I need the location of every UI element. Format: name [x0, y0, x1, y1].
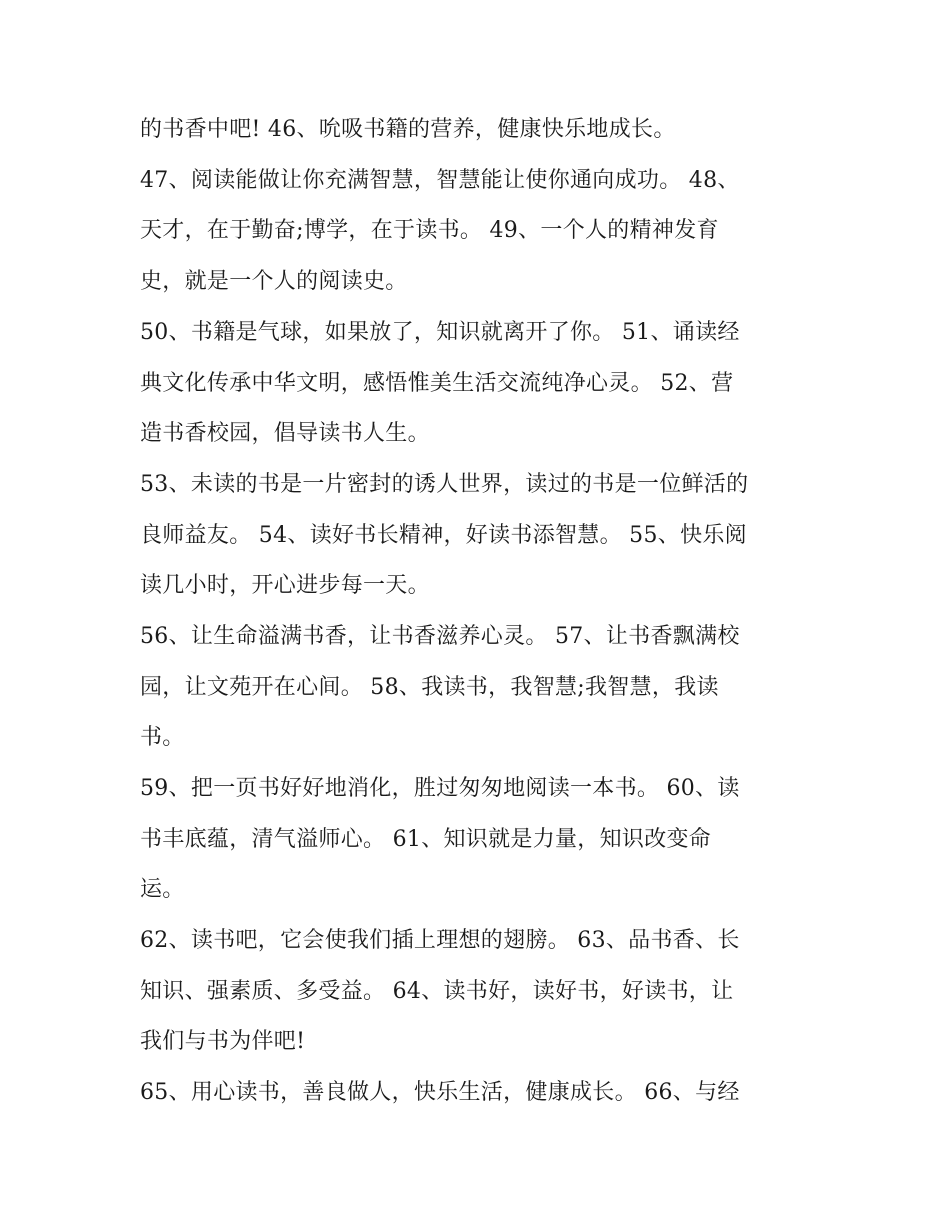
text-line: 史，就是一个人的阅读史。 [140, 269, 408, 294]
text-line: 56、让生命溢满书香，让书香滋养心灵。 57、让书香飘满校 [140, 624, 740, 649]
text-line: 书。 [140, 725, 185, 750]
text-line: 知识、强素质、多受益。 64、读书好，读好书，好读书，让 [140, 979, 734, 1004]
text-line: 的书香中吧! 46、吮吸书籍的营养，健康快乐地成长。 [140, 117, 676, 142]
text-line: 65、用心读书，善良做人，快乐生活，健康成长。 66、与经 [140, 1080, 740, 1105]
text-line: 50、书籍是气球，如果放了，知识就离开了你。 51、诵读经 [140, 320, 740, 345]
text-line: 运。 [140, 877, 185, 902]
text-line: 书丰底蕴，清气溢师心。 61、知识就是力量，知识改变命 [140, 827, 712, 852]
text-line: 典文化传承中华文明，感悟惟美生活交流纯净心灵。 52、营 [140, 371, 734, 396]
text-line: 读几小时，开心进步每一天。 [140, 573, 430, 598]
text-line: 59、把一页书好好地消化，胜过匆匆地阅读一本书。 60、读 [140, 776, 740, 801]
text-line: 53、未读的书是一片密封的诱人世界，读过的书是一位鲜活的 [140, 472, 749, 497]
text-line: 62、读书吧，它会使我们插上理想的翅膀。 63、品书香、长 [140, 928, 740, 953]
text-line: 我们与书为伴吧! [140, 1029, 306, 1054]
text-line: 园，让文苑开在心间。 58、我读书，我智慧;我智慧，我读 [140, 675, 719, 700]
text-line: 造书香校园，倡导读书人生。 [140, 421, 430, 446]
text-line: 47、阅读能做让你充满智慧，智慧能让使你通向成功。 48、 [140, 168, 740, 193]
text-line: 天才，在于勤奋;博学，在于读书。 49、一个人的精神发育 [140, 218, 719, 243]
text-line: 良师益友。 54、读好书长精神，好读书添智慧。 55、快乐阅 [140, 523, 747, 548]
